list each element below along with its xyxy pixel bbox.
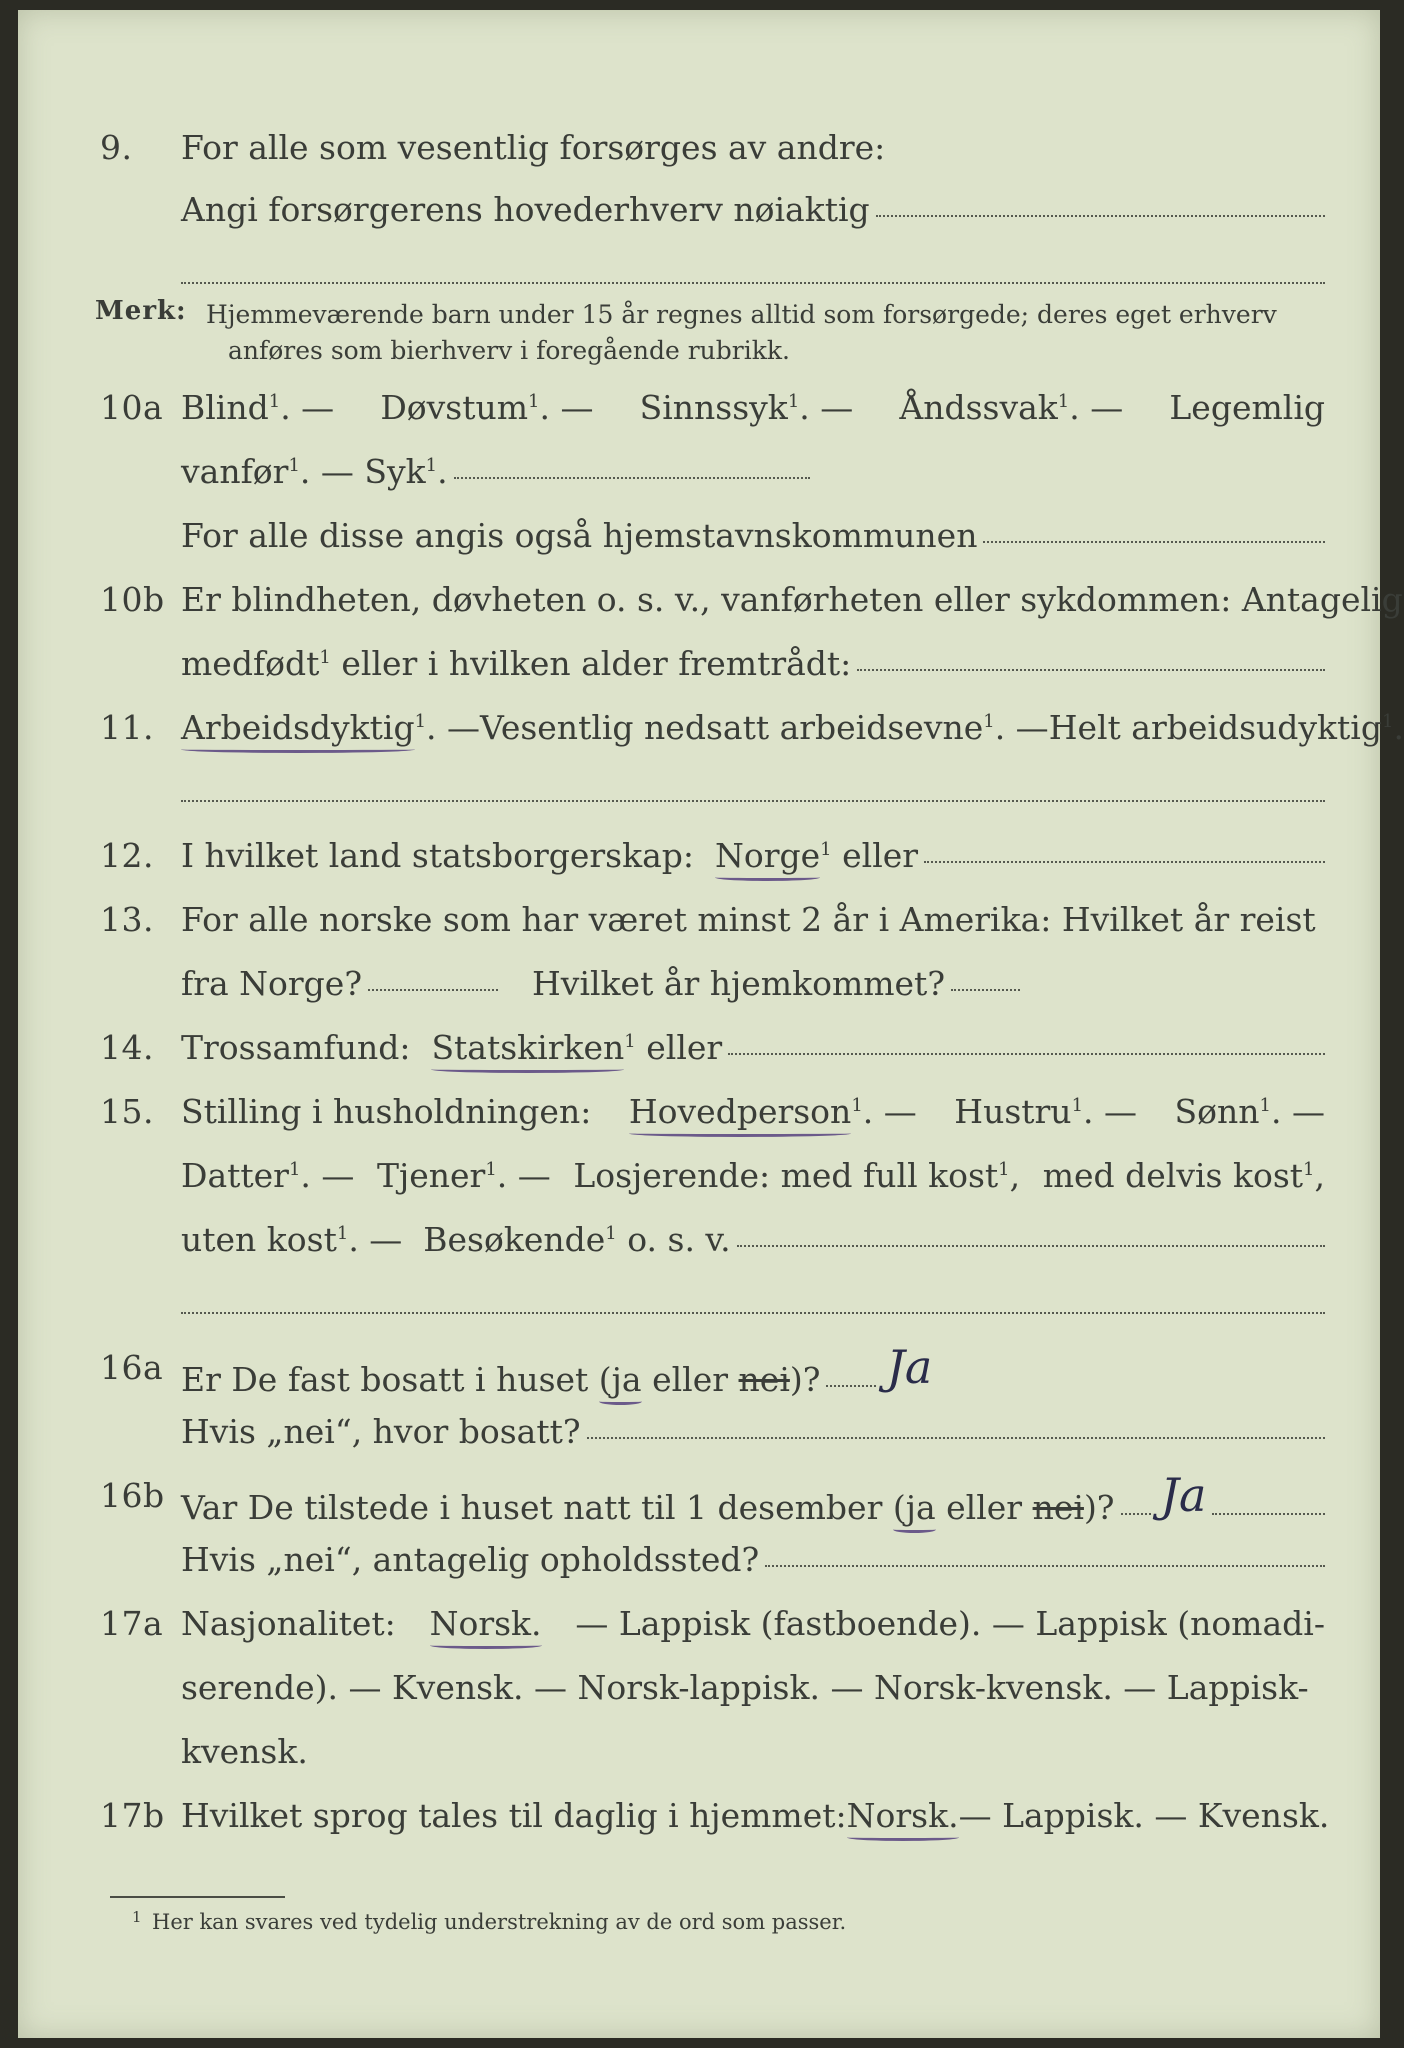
q17a-norsk[interactable]: Norsk. — [429, 1604, 542, 1643]
q12-text: I hvilket land statsborgerskap: — [181, 836, 695, 875]
footnote — [132, 1908, 847, 1934]
q10a-dovstum: Døvstum — [380, 388, 529, 427]
q15-hovedperson[interactable]: Hovedperson — [628, 1092, 852, 1131]
q16a-ja[interactable]: (ja — [598, 1360, 642, 1399]
merk-text-1: Hjemmeværende barn under 15 år regnes alltid som forsørgede; deres eget erhverv — [206, 300, 1277, 329]
question-number-10b: 10b — [100, 580, 165, 619]
q15-line3: uten kost$^1$. — Besøkende$^1$ o. s. v. — [181, 1220, 1325, 1259]
q16a-hvis-field[interactable] — [587, 1436, 1325, 1439]
q16a-text: Er De fast bosatt i huset — [181, 1360, 589, 1399]
q12-answer-field[interactable] — [924, 860, 1325, 863]
q10b-medfodt: medfødt — [181, 644, 320, 683]
q14-line: Trossamfund: Statskirken$^1$ eller — [181, 1028, 1325, 1067]
q10a-andssvak: Åndssvak — [899, 388, 1058, 427]
q9-line1 — [181, 128, 1325, 167]
q16b-handwritten-answer: Ja — [1160, 1468, 1207, 1522]
q17a-line2 — [181, 1668, 1325, 1707]
q10a-blind: Blind — [181, 388, 269, 427]
q16b-text: Var De tilstede i huset natt til 1 desember — [181, 1488, 883, 1527]
question-number-17a: 17a — [100, 1604, 164, 1643]
q10a-line3 — [181, 516, 1325, 555]
q15-answer-field[interactable] — [737, 1244, 1325, 1247]
q11-line: Arbeidsdyktig$^1$. — Vesentlig nedsatt arbeidsevne$^1$. — Helt arbeidsudyktig$^1$. — [181, 708, 1404, 747]
q11-udyktig[interactable]: Helt arbeidsudyktig — [1048, 708, 1382, 747]
question-number-11: 11. — [100, 708, 154, 747]
q17a-rest3: kvensk. — [181, 1732, 308, 1771]
q13-hjemkommet: Hvilket år hjemkommet? — [532, 964, 946, 1003]
q17a-line1 — [181, 1604, 1325, 1643]
q10b-text1: Er blindheten, døvheten o. s. v., vanførheten eller sykdommen: Antagelig — [181, 580, 1403, 619]
q13-line1 — [181, 900, 1325, 939]
question-number-12: 12. — [100, 836, 154, 875]
q15-sonn[interactable]: Sønn — [1174, 1092, 1260, 1131]
q13-text1: For alle norske som har været minst 2 år i Amerika: Hvilket år reist — [181, 900, 1316, 939]
q10a-answer-field[interactable] — [454, 476, 810, 479]
q13-reist-field[interactable] — [368, 988, 498, 991]
merk-label: Merk: — [95, 296, 187, 326]
merk-text-2: anføres som bierhverv i foregående rubrikk. — [228, 336, 790, 365]
q10a-hjemstavn-field[interactable] — [983, 540, 1325, 543]
question-number-15: 15. — [100, 1092, 154, 1131]
q16a-line1 — [181, 1340, 940, 1402]
q11-arbeidsdyktig[interactable]: Arbeidsdyktig — [181, 708, 415, 747]
question-number-16a: 16a — [100, 1348, 164, 1387]
q10a-line1: Blind$^1$. — Døvstum$^1$. — Sinnssyk$^1$. — Åndssvak$^1$. — Legemlig — [181, 388, 1325, 427]
q14-answer-field[interactable] — [728, 1052, 1325, 1055]
question-number-16b: 16b — [100, 1476, 165, 1515]
q16a-nei[interactable]: nei — [738, 1360, 790, 1399]
q14-eller: eller — [646, 1028, 723, 1067]
q15-hustru[interactable]: Hustru — [954, 1092, 1072, 1131]
question-number-17b: 17b — [100, 1796, 165, 1835]
q16b-line2 — [181, 1540, 1325, 1579]
q17b-norsk[interactable]: Norsk. — [846, 1796, 959, 1835]
q12-eller: eller — [842, 836, 919, 875]
q10a-vanfor: vanfør — [181, 452, 289, 491]
q17a-line3 — [181, 1732, 1325, 1771]
q11-answer-line[interactable] — [181, 800, 1325, 802]
q15-datter[interactable]: Datter — [181, 1156, 289, 1195]
q15-osv: o. s. v. — [627, 1220, 731, 1259]
q16b-ja[interactable]: (ja — [892, 1488, 936, 1527]
q16a-eller: eller — [652, 1360, 729, 1399]
q16a-answer-field[interactable] — [826, 1384, 876, 1387]
footnote-text: Her kan svares ved tydelig understrekning av de ord som passer. — [152, 1910, 847, 1934]
q10b-line2: medfødt$^1$ eller i hvilken alder fremtrådt: — [181, 644, 1325, 683]
q16b-eller: eller — [946, 1488, 1023, 1527]
q10a-line2: vanfør$^1$. — Syk$^1$. — [181, 452, 810, 491]
q10a-syk: Syk — [364, 452, 426, 491]
q16a-close: )? — [789, 1360, 821, 1399]
q10a-legemlig: Legemlig — [1169, 388, 1325, 427]
q13-hjemkommet-field[interactable] — [951, 988, 1020, 991]
q15-losjerende[interactable]: Losjerende: med full kost — [573, 1156, 999, 1195]
footnote-rule — [110, 1896, 285, 1898]
q9-text1: For alle som vesentlig forsørges av andre: — [181, 128, 886, 167]
q9-text2: Angi forsørgerens hovederhverv nøiaktig — [181, 190, 870, 229]
question-number-10a: 10a — [100, 388, 164, 427]
q16b-line1 — [181, 1468, 1325, 1530]
q12-line: I hvilket land statsborgerskap: Norge$^1$ eller — [181, 836, 1325, 875]
q17a-label: Nasjonalitet: — [181, 1604, 396, 1643]
question-number-14: 14. — [100, 1028, 154, 1067]
q14-statskirken[interactable]: Statskirken — [431, 1028, 625, 1067]
q16b-answer-field[interactable] — [1212, 1512, 1325, 1515]
q17b-rest: — Lappisk. — Kvensk. — [958, 1796, 1330, 1835]
q17b-line — [181, 1796, 1330, 1835]
q16b-nei[interactable]: nei — [1032, 1488, 1084, 1527]
q12-norge[interactable]: Norge — [715, 836, 821, 875]
q15-answer-line[interactable] — [181, 1312, 1325, 1314]
q15-text: Stilling i husholdningen: — [181, 1092, 592, 1131]
q15-delvis[interactable]: med delvis kost — [1042, 1156, 1304, 1195]
q15-line1: Stilling i husholdningen: Hovedperson$^1$. — Hustru$^1$. — Sønn$^1$. — — [181, 1092, 1325, 1131]
q16a-handwritten-answer: Ja — [886, 1340, 933, 1394]
question-number-13: 13. — [100, 900, 154, 939]
q17a-rest1: — Lappisk (fastboende). — Lappisk (nomadi- — [575, 1604, 1325, 1643]
q10a-sinnssyk: Sinnssyk — [639, 388, 788, 427]
q15-tjener[interactable]: Tjener — [376, 1156, 486, 1195]
q16b-hvis-text: Hvis „nei“, antagelig opholdssted? — [181, 1540, 760, 1579]
q10b-alder: eller i hvilken alder fremtrådt: — [341, 644, 852, 683]
q16b-answer-field-left[interactable] — [1121, 1512, 1151, 1515]
q15-uten[interactable]: uten kost — [181, 1220, 337, 1259]
census-form-page — [18, 10, 1404, 2038]
q14-text: Trossamfund: — [181, 1028, 411, 1067]
q17a-rest2: serende). — Kvensk. — Norsk-lappisk. — Norsk-kvensk. — Lappisk- — [181, 1668, 1309, 1707]
q10b-line1 — [181, 580, 1403, 619]
q9-answer-field[interactable] — [876, 214, 1325, 217]
q16a-line2 — [181, 1412, 1325, 1451]
q10a-hjemstavn-text: For alle disse angis også hjemstavnskommunen — [181, 516, 978, 555]
q13-reist: fra Norge? — [181, 964, 363, 1003]
footnote-mark: 1 — [132, 1908, 142, 1926]
q15-line2: Datter$^1$. — Tjener$^1$. — Losjerende: med full kost$^1$, med delvis kost$^1$, — [181, 1156, 1325, 1195]
q13-line2 — [181, 964, 1020, 1003]
q16a-hvis-text: Hvis „nei“, hvor bosatt? — [181, 1412, 581, 1451]
q16b-close: )? — [1083, 1488, 1115, 1527]
q10b-answer-field[interactable] — [857, 668, 1325, 671]
q9-answer-line2[interactable] — [181, 282, 1325, 284]
q16b-hvis-field[interactable] — [765, 1564, 1325, 1567]
q9-line2 — [181, 190, 1325, 229]
question-number-9: 9. — [100, 128, 133, 167]
q15-besokende[interactable]: Besøkende — [423, 1220, 606, 1259]
q11-nedsatt[interactable]: Vesentlig nedsatt arbeidsevne — [480, 708, 984, 747]
q17b-text: Hvilket sprog tales til daglig i hjemmet: — [181, 1796, 847, 1835]
